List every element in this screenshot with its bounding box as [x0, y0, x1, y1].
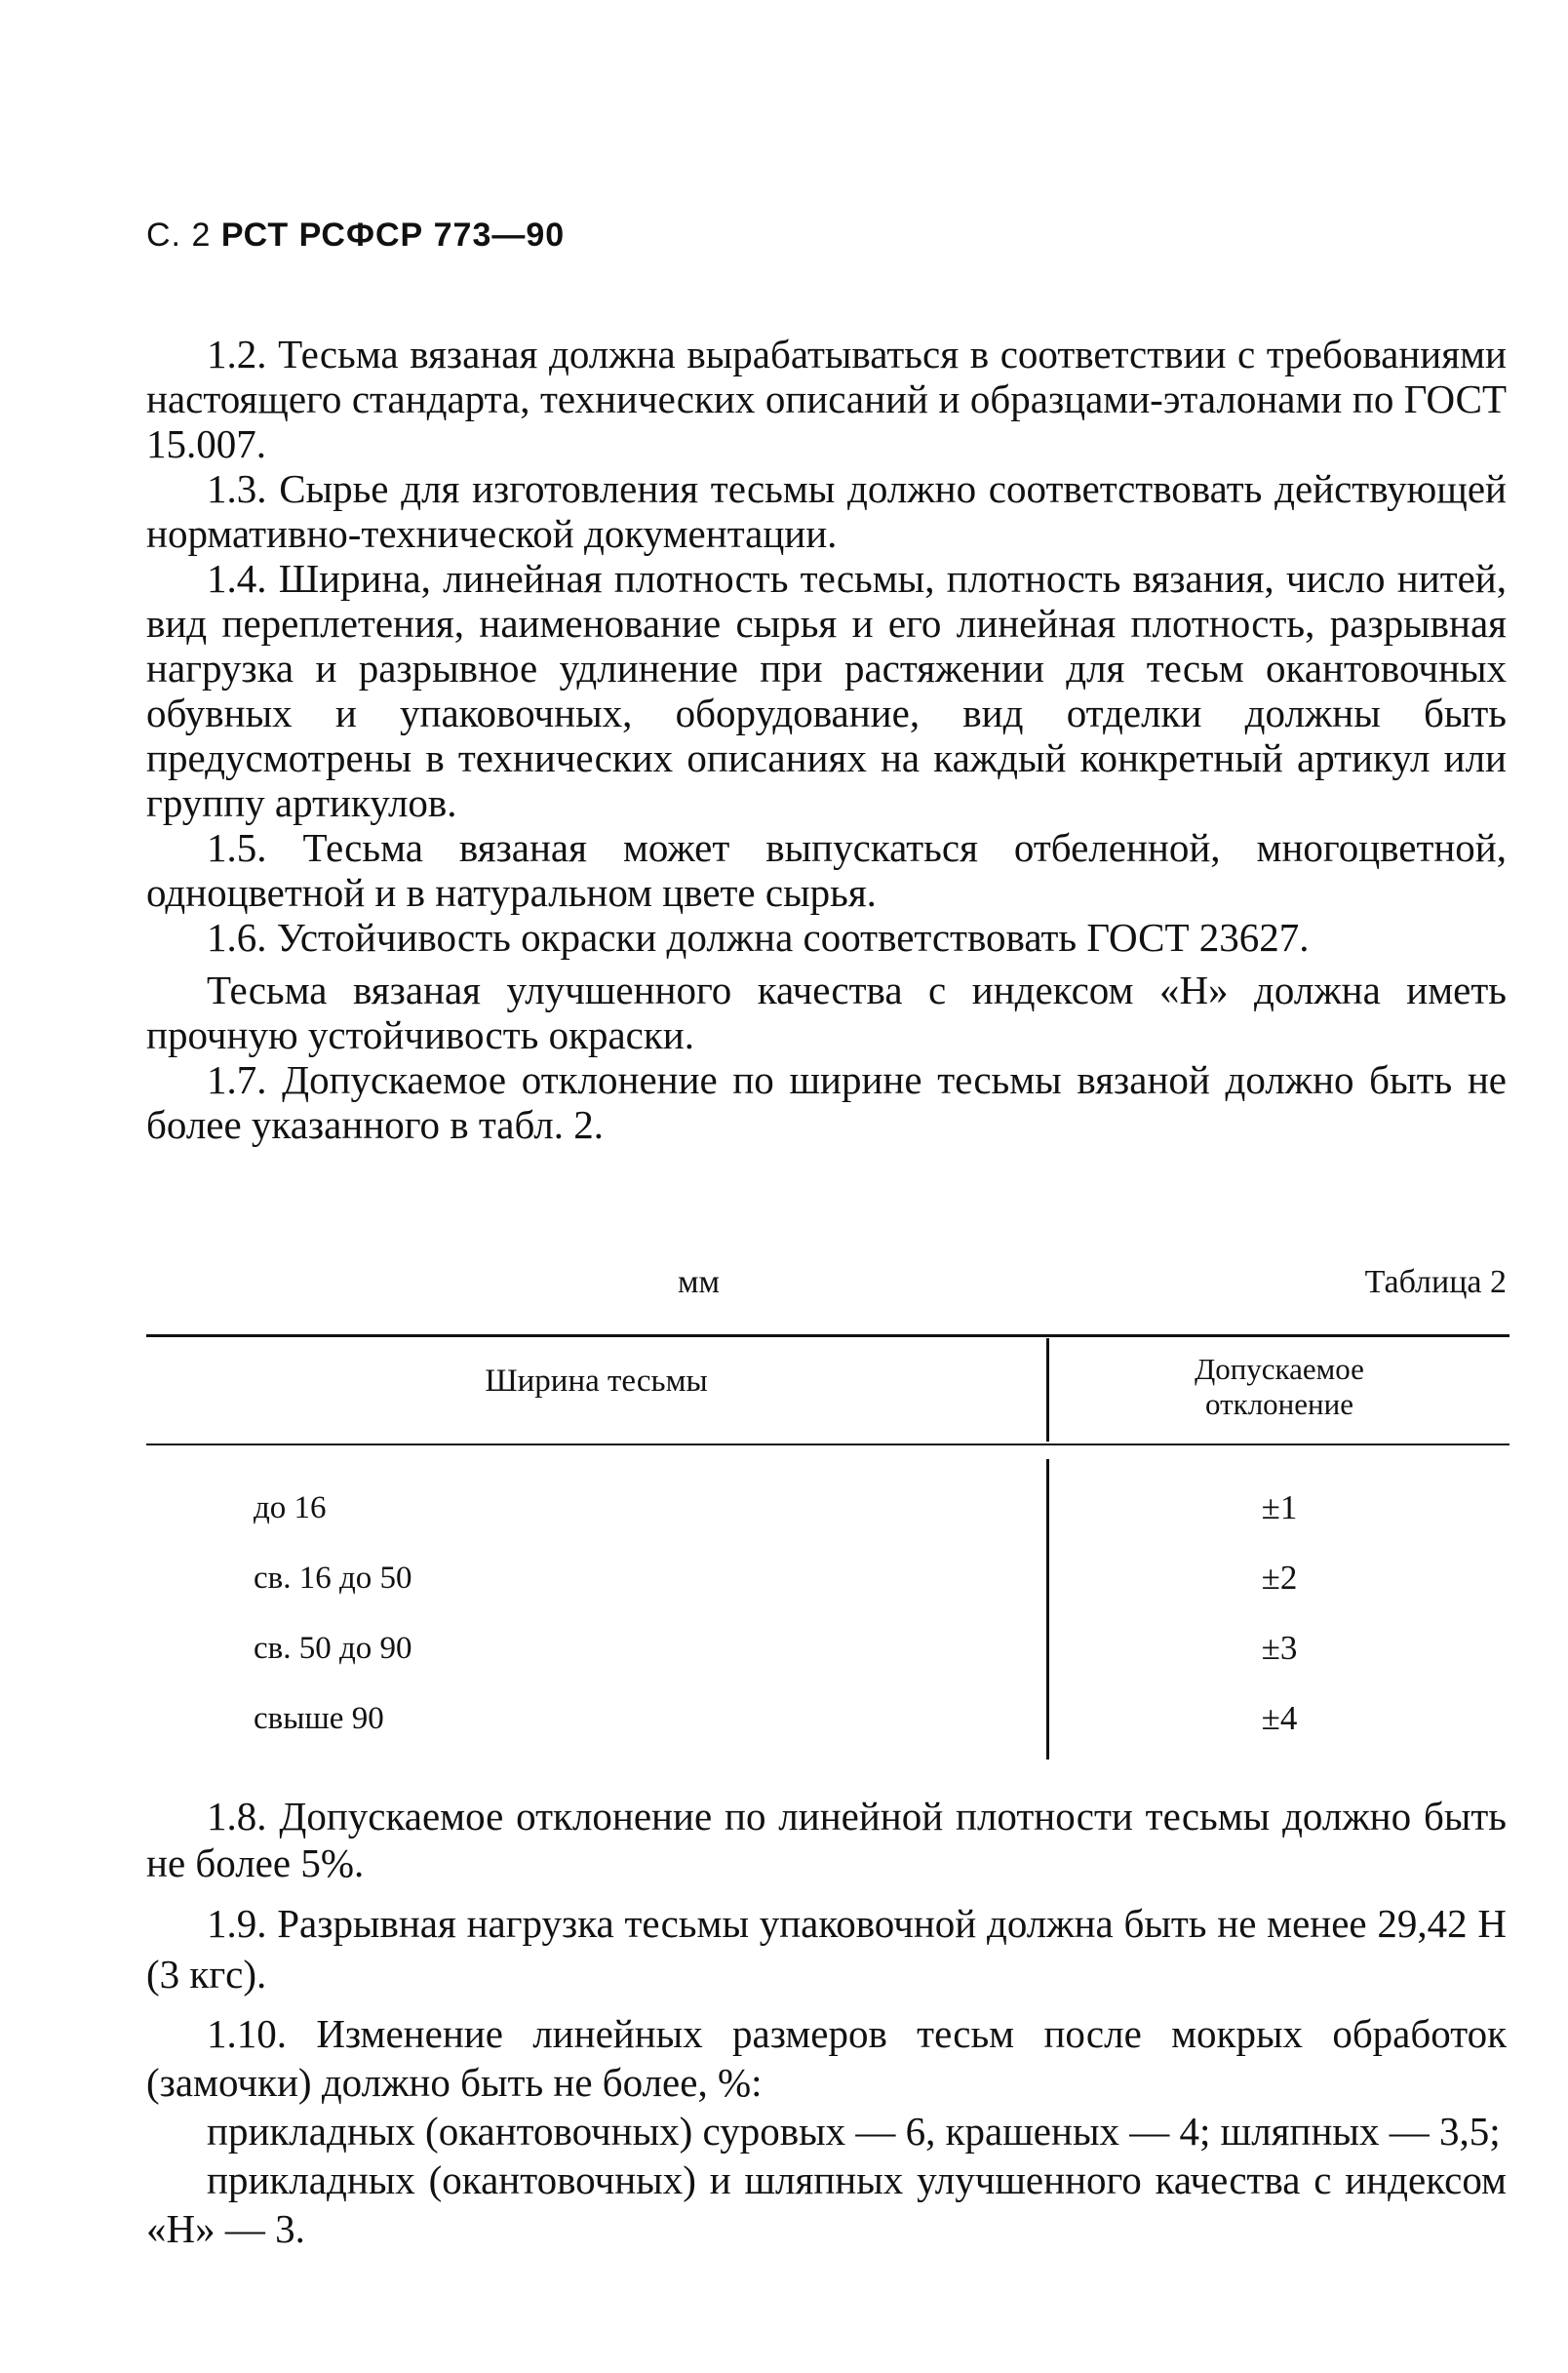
table-header-deviation-line2: отклонение: [1205, 1387, 1353, 1421]
paragraph-1-6: 1.6. Устойчивость окраски должна соответствовать ГОСТ 23627.: [207, 915, 1310, 960]
paragraph-1-3: 1.3. Сырье для изготовления тесьмы должно соответствовать действующей нормативно-технической документации.: [146, 466, 1507, 556]
paragraph-1-9: 1.9. Разрывная нагрузка тесьмы упаковочной должна быть не менее 29,42 Н (3 кгс).: [146, 1901, 1507, 1997]
table-row-2-width: св. 16 до 50: [254, 1561, 412, 1596]
table-row-1-deviation: ±1: [1261, 1488, 1298, 1526]
table-unit: мм: [678, 1264, 721, 1300]
paragraph-shrink-plain: прикладных (окантовочных) суровых — 6, крашеных — 4; шляпных — 3,5;: [207, 2109, 1501, 2154]
page-number: С. 2: [146, 217, 212, 254]
paragraph-shrink-improved: прикладных (окантовочных) и шляпных улучшенного качества с индексом «Н» — 3.: [146, 2157, 1507, 2251]
paragraph-1-2: 1.2. Тесьма вязаная должна вырабатываться в соответствии с требованиями настоящего стандарта, технических описаний и образцами-эталонами по ГОСТ 15.007.: [146, 332, 1507, 466]
paragraph-1-10: 1.10. Изменение линейных размеров тесьм после мокрых обработок (замочки) должно быть не более, %:: [146, 2011, 1507, 2105]
table-top-rule: [146, 1334, 1509, 1337]
text-block-bottom: [146, 1793, 1507, 2253]
table-header-deviation: [1049, 1352, 1509, 1422]
paragraph-1-8: 1.8. Допускаемое отклонение по линейной плотности тесьмы должно быть не более 5%.: [146, 1794, 1507, 1885]
table-header-rule: [146, 1444, 1509, 1445]
table-row-1-width: до 16: [254, 1490, 327, 1525]
table-row-4-deviation: ±4: [1261, 1699, 1298, 1737]
table-caption: Таблица 2: [1364, 1264, 1507, 1300]
paragraph-1-7: 1.7. Допускаемое отклонение по ширине тесьмы вязаной должно быть не более указанного в табл. 2.: [146, 1057, 1507, 1147]
table-header-width: Ширина тесьмы: [485, 1364, 708, 1399]
table-row-4-width: свыше 90: [254, 1701, 384, 1736]
text-block-top: [146, 332, 1507, 1147]
table-row-3-deviation: ±3: [1261, 1629, 1298, 1667]
table-row-3-width: св. 50 до 90: [254, 1631, 412, 1666]
standard-code: РСТ РСФСР 773—90: [220, 217, 566, 254]
table-header-deviation-line1: Допускаемое: [1195, 1352, 1364, 1386]
page-header: [146, 217, 565, 255]
paragraph-index-h: Тесьма вязаная улучшенного качества с индексом «Н» должна иметь прочную устойчивость окраски.: [146, 968, 1507, 1057]
paragraph-1-4: 1.4. Ширина, линейная плотность тесьмы, плотность вязания, число нитей, вид переплетения, наименование сырья и его линейная плотность, разрывная нагрузка и разрывное удлинение при растяжении для тесьм окантовочных обувных и упаковочных, оборудование, вид отделки должны быть предусмотрены в технических описаниях на каждый конкретный артикул или группу артикулов.: [146, 556, 1507, 825]
table-row-2-deviation: ±2: [1261, 1559, 1298, 1597]
paragraph-1-5: 1.5. Тесьма вязаная может выпускаться отбеленной, многоцветной, одноцветной и в натуральном цвете сырья.: [146, 825, 1507, 915]
